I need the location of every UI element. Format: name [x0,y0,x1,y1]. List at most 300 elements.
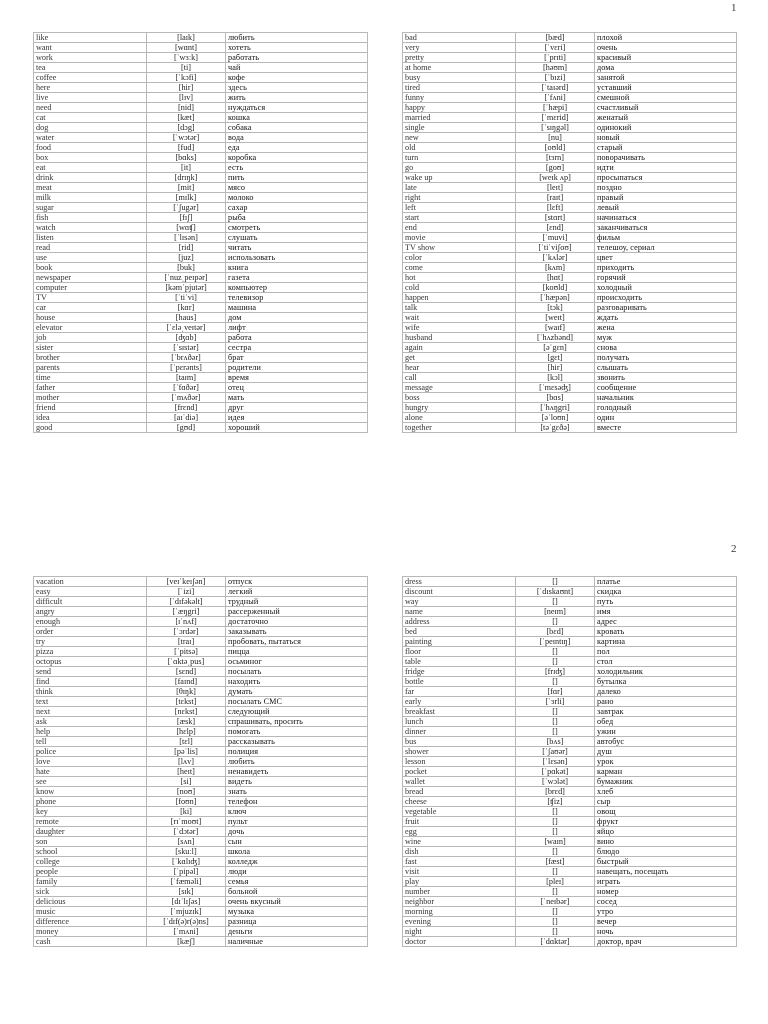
vocab-translation: холодный [595,283,737,293]
vocab-translation: далеко [595,687,737,697]
vocab-transcription: [stɑrt] [516,213,595,223]
vocab-transcription: [pleɪ] [516,877,595,887]
vocab-word: fruit [403,817,516,827]
vocab-word: son [34,837,147,847]
vocab-transcription: [ʧiz] [516,797,595,807]
vocab-translation: ужин [595,727,737,737]
vocab-transcription: [hir] [147,83,226,93]
vocab-row [403,707,737,717]
vocab-transcription: [koʊld] [516,283,595,293]
vocab-word: easy [34,587,147,597]
vocab-translation: знать [226,787,368,797]
vocab-translation: уставший [595,83,737,93]
vocab-translation: фрукт [595,817,737,827]
vocab-row [34,323,368,333]
vocab-translation: имя [595,607,737,617]
vocab-translation: урок [595,757,737,767]
vocab-word: police [34,747,147,757]
vocab-translation: поздно [595,183,737,193]
vocab-word: TV show [403,243,516,253]
vocab-translation: снова [595,343,737,353]
vocab-transcription: [kæt] [147,113,226,123]
vocab-word: wake up [403,173,516,183]
vocab-word: pocket [403,767,516,777]
vocab-word: late [403,183,516,193]
vocab-transcription: [sɛnd] [147,667,226,677]
vocab-row [34,73,368,83]
vocab-row [403,647,737,657]
vocab-word: left [403,203,516,213]
vocab-row [34,93,368,103]
vocab-translation: пицца [226,647,368,657]
vocab-translation: брат [226,353,368,363]
vocab-transcription: [oʊld] [516,143,595,153]
vocab-row [34,313,368,323]
vocab-translation: пробовать, пытаться [226,637,368,647]
vocab-transcription: [mɪlk] [147,193,226,203]
vocab-translation: рано [595,697,737,707]
vocab-transcription: [] [516,867,595,877]
vocab-word: help [34,727,147,737]
vocab-translation: книга [226,263,368,273]
vocab-row [403,637,737,647]
vocab-translation: собака [226,123,368,133]
vocab-row [34,717,368,727]
vocab-transcription: [mit] [147,183,226,193]
vocab-word: night [403,927,516,937]
vocab-word: talk [403,303,516,313]
vocab-translation: нуждаться [226,103,368,113]
vocab-word: funny [403,93,516,103]
vocab-row [403,887,737,897]
vocab-translation: спрашивать, просить [226,717,368,727]
vocab-row [34,43,368,53]
vocab-translation: разговаривать [595,303,737,313]
vocab-row [34,343,368,353]
vocab-translation: плохой [595,33,737,43]
vocab-transcription: [ˈdɪf(ə)r(ə)ns] [147,917,226,927]
vocab-translation: занятой [595,73,737,83]
vocab-translation: ночь [595,927,737,937]
vocab-transcription: [ˈsɪŋgəl] [516,123,595,133]
vocab-row [403,363,737,373]
vocab-row [403,393,737,403]
vocab-word: octopus [34,657,147,667]
vocab-word: send [34,667,147,677]
vocab-row [34,757,368,767]
vocab-word: sick [34,887,147,897]
vocab-transcription: [] [516,907,595,917]
vocab-transcription: [ˈpipəl] [147,867,226,877]
vocab-row [34,363,368,373]
vocab-transcription: [laɪk] [147,33,226,43]
vocab-transcription: [ˈwɔtər] [147,133,226,143]
vocab-word: neighbor [403,897,516,907]
vocab-transcription: [ˈdɑktər] [516,937,595,947]
vocab-transcription: [ˈmʌni] [147,927,226,937]
vocab-word: eat [34,163,147,173]
vocab-transcription: [gʊd] [147,423,226,433]
vocab-word: vegetable [403,807,516,817]
vocab-translation: рассерженный [226,607,368,617]
vocab-transcription: [goʊ] [516,163,595,173]
vocab-transcription: [] [516,887,595,897]
vocab-transcription: [rid] [147,243,226,253]
vocab-word: number [403,887,516,897]
vocab-row [403,757,737,767]
vocab-translation: вино [595,837,737,847]
vocab-translation: доктор, врач [595,937,737,947]
vocab-translation: видеть [226,777,368,787]
vocab-row [403,827,737,837]
vocab-translation: дом [226,313,368,323]
vocab-word: lunch [403,717,516,727]
vocab-word: think [34,687,147,697]
vocab-translation: мясо [226,183,368,193]
vocab-word: difference [34,917,147,927]
vocab-word: work [34,53,147,63]
vocab-transcription: [faɪnd] [147,677,226,687]
vocab-word: father [34,383,147,393]
vocab-word: alone [403,413,516,423]
vocab-transcription: [ˈizi] [147,587,226,597]
vocab-translation: достаточно [226,617,368,627]
vocab-word: pretty [403,53,516,63]
vocab-translation: колледж [226,857,368,867]
vocab-word: school [34,847,147,857]
vocab-row [403,667,737,677]
vocab-transcription: [ˈhʌŋgri] [516,403,595,413]
vocab-word: find [34,677,147,687]
vocab-word: happy [403,103,516,113]
vocab-transcription: [lʌv] [147,757,226,767]
vocab-row [403,103,737,113]
vocab-transcription: [ˈbɪzi] [516,73,595,83]
vocab-transcription: [weɪk ʌp] [516,173,595,183]
vocab-row [403,737,737,747]
vocab-word: hot [403,273,516,283]
vocab-word: dish [403,847,516,857]
vocab-word: family [34,877,147,887]
vocab-row [403,343,737,353]
vocab-word: time [34,373,147,383]
vocab-transcription: [it] [147,163,226,173]
vocab-word: busy [403,73,516,83]
vocab-transcription: [] [516,657,595,667]
vocab-row [34,373,368,383]
vocab-translation: ключ [226,807,368,817]
vocab-word: drink [34,173,147,183]
vocab-word: wait [403,313,516,323]
vocab-transcription: [] [516,677,595,687]
vocab-translation: сахар [226,203,368,213]
vocab-translation: читать [226,243,368,253]
vocab-translation: фильм [595,233,737,243]
vocab-translation: время [226,373,368,383]
vocab-word: tired [403,83,516,93]
vocab-transcription: [ˈmɛrid] [516,113,595,123]
vocab-translation: путь [595,597,737,607]
vocab-row [34,627,368,637]
vocab-row [34,123,368,133]
vocab-row [34,807,368,817]
vocab-translation: овощ [595,807,737,817]
vocab-row [403,173,737,183]
vocab-word: wine [403,837,516,847]
vocab-translation: адрес [595,617,737,627]
vocab-translation: посылать СМС [226,697,368,707]
vocab-table-page2-left [33,576,368,947]
vocab-transcription: [ˈmuvi] [516,233,595,243]
vocab-row [403,747,737,757]
vocab-row [34,877,368,887]
vocab-row [403,597,737,607]
vocab-transcription: [ˈmjuzɪk] [147,907,226,917]
vocab-translation: газета [226,273,368,283]
vocab-word: book [34,263,147,273]
vocab-translation: помогать [226,727,368,737]
vocab-row [403,213,737,223]
vocab-row [34,203,368,213]
vocab-word: car [34,303,147,313]
vocab-transcription: [] [516,647,595,657]
vocab-transcription: [ˈprɪti] [516,53,595,63]
vocab-row [34,667,368,677]
vocab-transcription: [bɑs] [516,393,595,403]
vocab-translation: вода [226,133,368,143]
vocab-translation: обед [595,717,737,727]
vocab-row [34,847,368,857]
vocab-transcription: [fɑr] [516,687,595,697]
vocab-transcription: [ˈʃugər] [147,203,226,213]
vocab-word: TV [34,293,147,303]
vocab-row [403,93,737,103]
vocab-row [34,153,368,163]
vocab-word: milk [34,193,147,203]
vocab-translation: наличные [226,937,368,947]
vocab-word: elevator [34,323,147,333]
vocab-word: tell [34,737,147,747]
vocab-transcription: [ˈhʌzbənd] [516,333,595,343]
vocab-transcription: [tɔk] [516,303,595,313]
vocab-row [34,213,368,223]
vocab-transcription: [əˈgɛn] [516,343,595,353]
vocab-row [403,657,737,667]
vocab-transcription: [ˈtiˈvi] [147,293,226,303]
vocab-word: single [403,123,516,133]
vocab-translation: картина [595,637,737,647]
vocab-translation: кровать [595,627,737,637]
vocab-row [403,413,737,423]
vocab-transcription: [buk] [147,263,226,273]
vocab-word: doctor [403,937,516,947]
vocab-transcription: [ˈɔrdər] [147,627,226,637]
vocab-word: daughter [34,827,147,837]
vocab-translation: одинокий [595,123,737,133]
vocab-translation: полиция [226,747,368,757]
vocab-word: hear [403,363,516,373]
vocab-transcription: [kɔl] [516,373,595,383]
vocab-row [403,283,737,293]
vocab-word: friend [34,403,147,413]
vocab-translation: стол [595,657,737,667]
vocab-word: right [403,193,516,203]
vocab-translation: рыба [226,213,368,223]
vocab-translation: люди [226,867,368,877]
vocab-row [403,687,737,697]
vocab-transcription: [juz] [147,253,226,263]
vocab-row [403,263,737,273]
vocab-translation: вечер [595,917,737,927]
vocab-word: bed [403,627,516,637]
vocab-word: vacation [34,577,147,587]
vocab-transcription: [ˈkɑlɪʤ] [147,857,226,867]
vocab-transcription: [ˈneɪbər] [516,897,595,907]
vocab-row [403,727,737,737]
vocab-row [403,677,737,687]
vocab-translation: находить [226,677,368,687]
vocab-word: key [34,807,147,817]
vocab-translation: правый [595,193,737,203]
vocab-row [34,767,368,777]
vocab-transcription: [kæʃ] [147,937,226,947]
vocab-word: bad [403,33,516,43]
vocab-translation: начальник [595,393,737,403]
vocab-translation: красивый [595,53,737,63]
vocab-translation: коробка [226,153,368,163]
vocab-word: movie [403,233,516,243]
vocab-transcription: [ˈfɑðər] [147,383,226,393]
vocab-translation: сестра [226,343,368,353]
vocab-transcription: [leɪt] [516,183,595,193]
vocab-word: come [403,263,516,273]
vocab-row [403,53,737,63]
vocab-translation: осьминог [226,657,368,667]
vocab-translation: есть [226,163,368,173]
vocab-word: people [34,867,147,877]
vocab-transcription: [ˈpɑkət] [516,767,595,777]
vocab-word: dinner [403,727,516,737]
vocab-word: message [403,383,516,393]
vocab-word: house [34,313,147,323]
vocab-row [403,423,737,433]
vocab-translation: сообщение [595,383,737,393]
vocab-transcription: [dɔg] [147,123,226,133]
vocab-transcription: [ɪˈnʌf] [147,617,226,627]
vocab-translation: скидка [595,587,737,597]
vocab-word: sister [34,343,147,353]
vocab-translation: легкий [226,587,368,597]
vocab-transcription: [wɑnt] [147,43,226,53]
vocab-row [34,183,368,193]
vocab-translation: муж [595,333,737,343]
vocab-row [403,777,737,787]
vocab-transcription: [tɛkst] [147,697,226,707]
vocab-translation: идти [595,163,737,173]
vocab-word: good [34,423,147,433]
vocab-translation: один [595,413,737,423]
vocab-translation: левый [595,203,737,213]
vocab-row [34,897,368,907]
vocab-word: play [403,877,516,887]
vocab-word: text [34,697,147,707]
vocab-translation: ждать [595,313,737,323]
vocab-row [34,737,368,747]
vocab-row [403,857,737,867]
vocab-transcription: [noʊ] [147,787,226,797]
vocab-transcription: [] [516,817,595,827]
vocab-row [403,787,737,797]
vocab-word: enough [34,617,147,627]
vocab-row [34,263,368,273]
vocab-row [34,293,368,303]
vocab-row [34,133,368,143]
vocab-word: sugar [34,203,147,213]
vocab-row [34,817,368,827]
vocab-row [403,907,737,917]
vocab-translation: хороший [226,423,368,433]
vocab-translation: пульт [226,817,368,827]
vocab-row [34,727,368,737]
vocab-row [403,133,737,143]
vocab-word: married [403,113,516,123]
vocab-translation: любить [226,757,368,767]
vocab-translation: происходить [595,293,737,303]
vocab-word: go [403,163,516,173]
vocab-translation: просыпаться [595,173,737,183]
vocab-translation: семья [226,877,368,887]
vocab-translation: посылать [226,667,368,677]
vocab-translation: деньги [226,927,368,937]
vocab-word: morning [403,907,516,917]
vocab-row [34,857,368,867]
vocab-word: shower [403,747,516,757]
vocab-row [403,293,737,303]
vocab-word: parents [34,363,147,373]
vocab-row [34,697,368,707]
vocab-translation: компьютер [226,283,368,293]
vocab-row [34,63,368,73]
vocab-translation: начинаться [595,213,737,223]
vocab-word: college [34,857,147,867]
vocab-transcription: [θɪŋk] [147,687,226,697]
vocab-row [403,403,737,413]
vocab-word: music [34,907,147,917]
vocab-word: watch [34,223,147,233]
vocab-translation: сыр [595,797,737,807]
vocab-word: at home [403,63,516,73]
vocab-word: know [34,787,147,797]
vocab-row [403,587,737,597]
vocab-word: job [34,333,147,343]
vocab-translation: холодильник [595,667,737,677]
vocab-translation: больной [226,887,368,897]
vocab-word: difficult [34,597,147,607]
vocab-row [34,867,368,877]
vocab-row [403,163,737,173]
vocab-transcription: [fæst] [516,857,595,867]
vocab-translation: отпуск [226,577,368,587]
vocab-translation: автобус [595,737,737,747]
vocab-row [34,687,368,697]
vocab-row [34,113,368,123]
vocab-row [34,173,368,183]
vocab-translation: голодный [595,403,737,413]
vocab-transcription: [nu] [516,133,595,143]
vocab-row [403,63,737,73]
vocab-transcription: [heɪt] [147,767,226,777]
vocab-transcription: [təˈgɛðə] [516,423,595,433]
